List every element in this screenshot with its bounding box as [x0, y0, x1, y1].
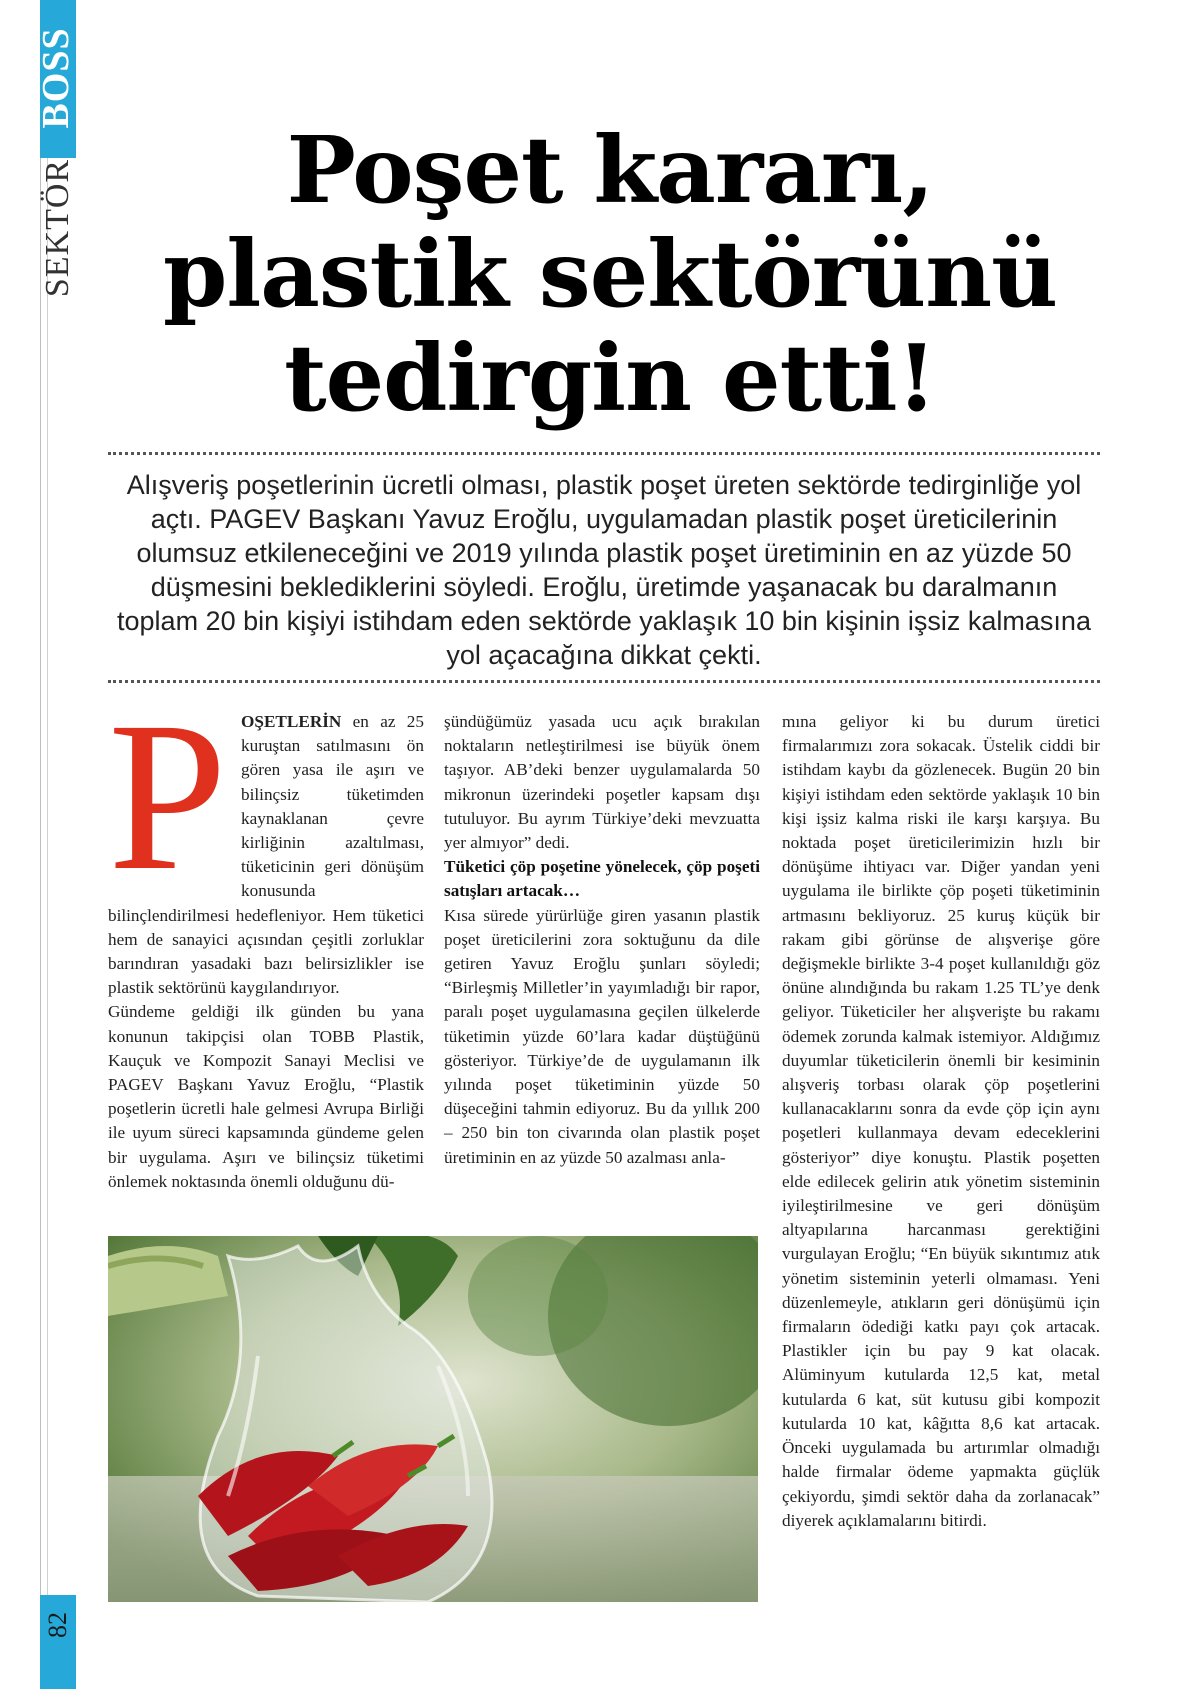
page-number: 82	[43, 1612, 72, 1638]
page-number-box	[40, 1595, 76, 1689]
headline	[110, 118, 1110, 430]
article-column-3	[782, 710, 1100, 1533]
divider-bottom	[108, 680, 1100, 683]
subheading: Tüketici çöp poşetine yönelecek, çöp poşeti satışları artacak…	[444, 857, 760, 901]
paragraph: Kısa sürede yürürlüğe giren yasanın plastik poşet üreticilerini zora soktuğunu da dile getiren Yavuz Eroğlu şunları söyledi; “Birleşmiş Milletler’in yayımladığı bir rapor, paralı poşet uygulamasına geçilen ülkelerde tüketimin yüzde 60’lara kadar düştüğünü gösteriyor. Türkiye’de de uygulamanın ilk yılında poşet tüketiminin yüzde 50 düşeceğini tahmin ediyoruz. Bu da yıllık 200 – 250 bin ton civarında olan plastik poşet üretiminin en az yüzde 50 azalması anla-	[444, 905, 760, 1167]
lead-paragraph: Alışveriş poşetlerinin ücretli olması, plastik poşet üreten sektörde tedirginliğe yol açtı. PAGEV Başkanı Yavuz Eroğlu, uygulamadan plastik poşet üreticilerinin olumsuz etkileneceğini ve 2019 yılında plastik poşet üretiminin en az yüzde 50 düşmesini beklediklerini söyledi. Eroğlu, üretimde yaşanacak bu daralmanın toplam 20 bin kişiyi istihdam eden sektörde yaklaşık 10 bin kişinin işsiz kalmasına yol açacağına dikkat çekti.	[117, 470, 1091, 670]
divider-top	[108, 452, 1100, 455]
section-label: SEKTÖR	[39, 158, 76, 298]
headline-line-3: tedirgin etti!	[284, 324, 936, 432]
paragraph: şündüğümüz yasada ucu açık bırakılan noktaların netleştirilmesi ise büyük önem taşıyor. AB’deki benzer uygulamalarda 50 mikronun üzerindeki poşetler kapsam dışı tutuluyor. Bu ayrım Türkiye’deki mevzuatta yer almıyor” dedi.	[444, 712, 760, 853]
article-column-2	[444, 710, 760, 1170]
paragraph: mına geliyor ki bu durum üretici firmalarımızı zora sokacak. Üstelik ciddi bir istihdam kaybı da gözlenecek. Bugün 20 bin kişiyi istihdam eden sektörde yaklaşık 10 bin kişi işsiz kalma riski ile karşı karşıya. Bu noktada poşet üreticilerimizin hızlı bir dönüşüme ihtiyacı var. Diğer yandan yeni uygulama ile birlikte çöp poşeti tüketiminin artmasını bekliyoruz. 25 kuruş küçük bir rakam gibi görünse de alışverişe göre değişmekle birlikte 3-4 poşet kullanıldığı göz önüne alındığında bu rakam 1.25 TL’ye denk geliyor. Tüketiciler her alışverişte bu rakamı ödemek zorunda kalmak istemiyor. Aldığımız duyumlar tüketicilerin önemli bir kesiminin alışveriş torbası olarak çöp poşetlerini kullanacaklarını sonra da evde çöp için aynı poşetleri kullanmaya devam edeceklerini gösteriyor” diye konuştu. Plastik poşetten elde edilecek gelirin atık yönetim sisteminin iyileştirilmesine ve geri dönüşüm altyapılarına harcanması gerektiğini vurgulayan Eroğlu; “En büyük sıkıntımız atık yönetim sisteminin yeterli olmaması. Yeni düzenlemeyle, atıkların geri dönüşümü için firmaların ödediği katkı payı çok artacak. Plastikler için bu pay 9 kat olacak. Alüminyum kutularda 12,5 kat, metal kutularda 6 kat, süt kutusu gibi kompozit kutularda 10 kat, kâğıtta 8,6 kat artacak. Önceki uygulamada bu artırımlar olmadığı halde firmalar ödeme yapmakta güçlük çekiyordu, şimdi sektör daha da zorlanacak” diyerek açıklamalarını bitirdi.	[782, 712, 1100, 1530]
brand-logo: BOSS	[35, 27, 77, 129]
article-photo	[108, 1236, 758, 1602]
paragraph-text: en az 25 kuruştan satılmasını ön gören yasa ile aşırı ve bilinçsiz tüketimden kaynaklanan çevre kirliğinin azaltılması, tüketicinin geri dönüşüm konusunda bilinçlendirilmesi hedefleniyor. Hem tüketici hem de sanayici açısından çeşitli zorluklar barındıran yasadaki bazı belirsizlikler ise plastik sektörünü kaygılandırıyor.	[108, 712, 424, 998]
lead-word: OŞETLERİN	[241, 712, 342, 731]
paragraph: Gündeme geldiği ilk günden bu yana konunun takipçisi olan TOBB Plastik, Kauçuk ve Kompozit Sanayi Meclisi ve PAGEV Başkanı Yavuz Eroğlu, “Plastik poşetlerin ücretli hale gelmesi Avrupa Birliği ile uyum süreci kapsamında gündeme gelen bir uygulama. Aşırı ve bilinçsiz tüketimi önlemek noktasında önemli olduğunu dü-	[108, 1002, 424, 1191]
headline-line-1: Poşet kararı,	[286, 116, 934, 224]
headline-line-2: plastik sektörünü	[163, 220, 1057, 328]
plastic-bag-with-red-peppers-icon	[108, 1236, 758, 1602]
article-column-1	[108, 678, 424, 1194]
drop-cap: P	[108, 678, 228, 915]
